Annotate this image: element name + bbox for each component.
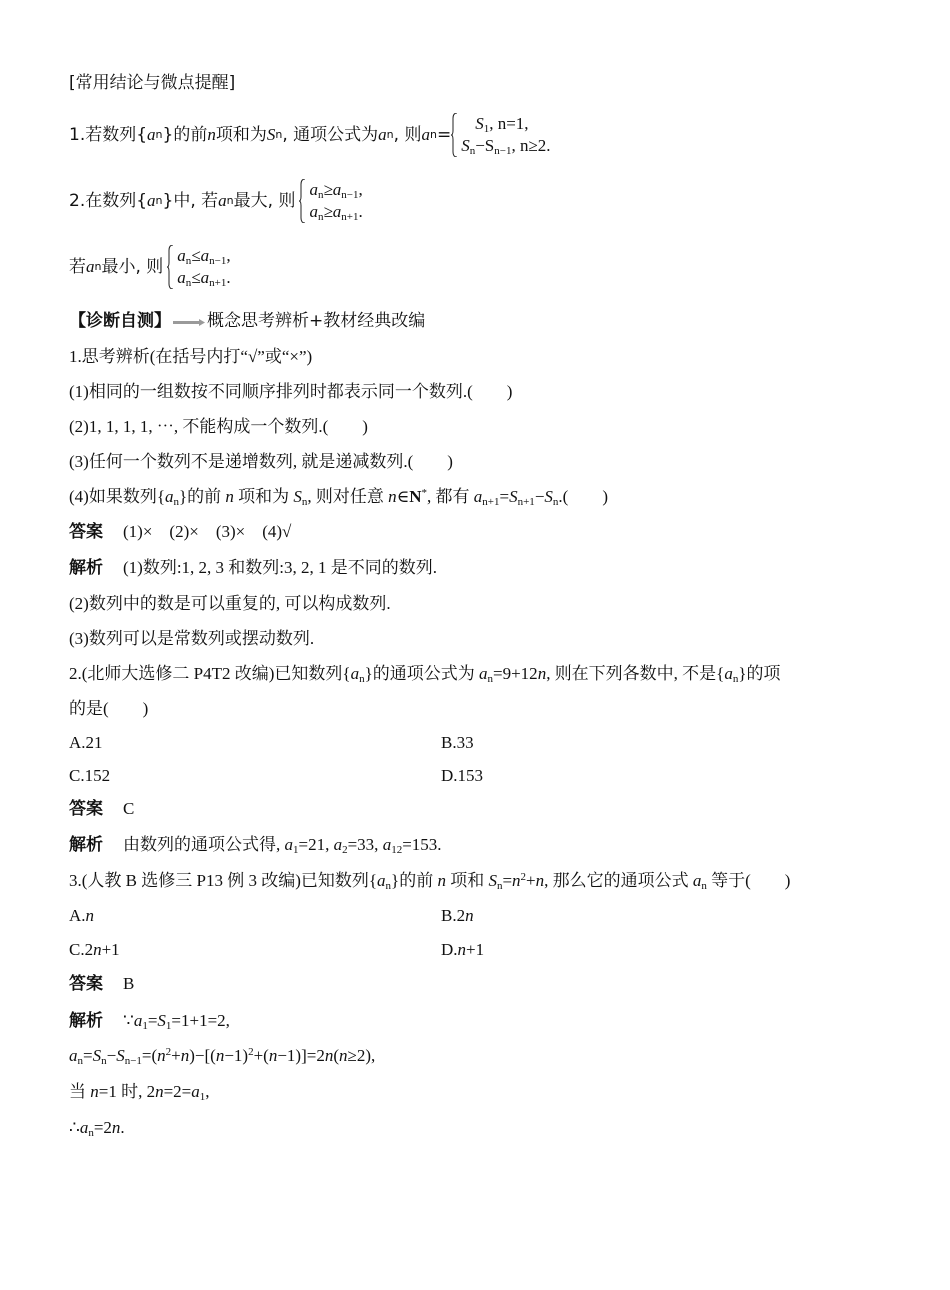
c2-row1-op: ≥a	[323, 180, 342, 199]
q3-s2-j: ≥2),	[347, 1046, 376, 1065]
q2-var-a2: a	[479, 664, 488, 683]
q2-text-e: }的项	[738, 664, 781, 683]
q3-s3-c: =2=	[163, 1082, 192, 1101]
c2-text-1: }中, 若	[162, 191, 219, 211]
analysis-label: 解析	[69, 1011, 103, 1031]
c3-row1-sub2: n−1	[209, 255, 227, 267]
c2-row1-sub: n	[317, 189, 324, 201]
c3-prefix: 若	[69, 257, 86, 277]
q3-s1-a: a	[133, 1011, 143, 1030]
q3-s2-eq: =	[83, 1046, 93, 1065]
c3-row1-a: a	[177, 246, 186, 265]
analysis-label: 解析	[69, 835, 103, 855]
q3-var-a2: a	[692, 871, 702, 890]
q3-analysis-4	[69, 1117, 125, 1139]
q3-s3-a1: a	[191, 1082, 200, 1101]
q2-option-d[interactable]: D.153	[441, 766, 484, 785]
analysis-label: 解析	[69, 558, 103, 578]
q1-s4-text-a: (4)如果数列{	[69, 487, 165, 506]
c3-cases	[167, 245, 230, 289]
q2-an-sub1: 1	[293, 844, 299, 856]
c1-case-2	[461, 135, 550, 157]
q1-s4-text-d: , 则对任意	[307, 487, 389, 506]
q3-optc-n: n	[93, 940, 102, 959]
q1-statement-2: (2)1, 1, 1, 1, ⋯, 不能构成一个数列.( )	[69, 417, 368, 436]
q3-s2-f: −1)	[224, 1046, 249, 1065]
q3-s2-s2: S	[116, 1046, 125, 1065]
q2-answer-value: C	[123, 799, 135, 818]
q1-s4-N: N	[409, 487, 422, 506]
c1-prefix: 1.若数列{	[69, 125, 148, 145]
c1-case2-tail: , n≥2.	[511, 136, 551, 155]
q3-s2-sq2: 2	[248, 1046, 254, 1058]
q3-opta-label: A.	[69, 906, 86, 925]
q3-optd-tail: +1	[466, 940, 485, 959]
q2-line-1	[69, 663, 781, 685]
answer-label: 答案	[69, 522, 103, 542]
q3-s4-n: n	[111, 1118, 121, 1137]
c3-row1-op: ≤a	[191, 246, 210, 265]
c3-text-1: 最小, 则	[101, 257, 164, 277]
q1-s4-sub-n3: n	[552, 496, 559, 508]
q3-optb-n: n	[465, 906, 474, 925]
q2-option-b[interactable]: B.33	[441, 733, 474, 752]
c2-row1-tail: ,	[358, 180, 363, 199]
q3-optd-label: D.	[441, 940, 458, 959]
q2-an-sub12: 12	[391, 844, 403, 856]
c1-cases	[451, 113, 550, 157]
c1-case1-tail: , n=1,	[489, 114, 529, 133]
q3-s3-b: =1 时, 2	[98, 1082, 156, 1101]
left-brace-icon	[299, 179, 306, 223]
q3-var-n3: n	[535, 871, 545, 890]
q2-analysis-c: =33,	[347, 835, 383, 854]
q3-s1-tail: =1+1=2,	[171, 1011, 230, 1030]
q2-an-sub2: 2	[342, 844, 348, 856]
diagnosis-subtitle: 概念思考辨析+教材经典改编	[207, 311, 426, 331]
q2-answer	[69, 798, 134, 820]
q1-s4-var-n2: n	[388, 487, 397, 506]
c2-row2-a: a	[309, 202, 318, 221]
c1-case2-sub2: n−1	[494, 145, 512, 157]
q3-eq: =	[502, 871, 513, 890]
q1-analysis-3: (3)数列可以是常数列或摆动数列.	[69, 629, 315, 648]
q3-text-f: , 那么它的通项公式	[544, 871, 693, 890]
c2-row2-op: ≥a	[323, 202, 342, 221]
c3-row2-tail: .	[226, 268, 231, 287]
q2-analysis-b: =21,	[298, 835, 334, 854]
c1-case2-minus: −S	[475, 136, 495, 155]
q2-text-d: , 则在下列各数中, 不是{	[546, 664, 725, 683]
q2-an-a1: a	[284, 835, 293, 854]
q3-s2-n5: n	[324, 1046, 334, 1065]
q3-s2-h: −1)]=2	[277, 1046, 325, 1065]
c2-row2-sub: n	[317, 211, 324, 223]
conclusion-2: 2.在数列{ a n }中, 若 a n 最大, 则 $a_n\ge a_{n-1}$, $a_n\ge a_{n+1}$.	[69, 180, 363, 223]
q1-analysis-2: (2)数列中的数是可以重复的, 可以构成数列.	[69, 594, 391, 613]
c1-var-s: S	[266, 125, 276, 144]
c2-case-1	[309, 179, 362, 201]
q1-answer	[69, 521, 291, 543]
c1-case1-sub: 1	[483, 123, 490, 135]
c1-var-n: n	[207, 125, 216, 144]
c2-prefix: 2.在数列{	[69, 191, 148, 211]
c1-text-1: }的前	[162, 125, 208, 145]
q3-analysis-1	[69, 1010, 230, 1032]
q3-text-a: 3.(人教 B 选修三 P13 例 3 改编)已知数列{	[69, 871, 378, 890]
q2-text-b: }的通项公式为	[364, 664, 479, 683]
q1-s4-text-b: }的前	[178, 487, 226, 506]
c3-case-1	[177, 245, 230, 267]
q3-line-1	[69, 870, 790, 892]
q2-text-c: =9+12	[493, 664, 538, 683]
q2-an-a12: a	[382, 835, 392, 854]
q3-optd-n: n	[457, 940, 467, 959]
answer-label: 答案	[69, 799, 103, 819]
q3-s1-sub1: 1	[142, 1020, 148, 1032]
q3-s2-n3: n	[215, 1046, 225, 1065]
q2-sub-n2: n	[487, 673, 493, 685]
diagnosis-header	[69, 310, 425, 332]
q1-s4-var-s2: S	[509, 487, 518, 506]
q3-s1-s: S	[157, 1011, 166, 1030]
q3-s4-sub-n: n	[88, 1127, 94, 1139]
q3-s2-sub-nm1: n−1	[124, 1055, 142, 1067]
q1-s4-minus: −	[534, 487, 545, 506]
q1-s4-sub-n: n	[173, 496, 179, 508]
q3-opta-n: n	[85, 906, 95, 925]
c1-var-a-3: a	[421, 125, 430, 144]
q3-answer-value: B	[123, 974, 135, 993]
q1-title: 1.思考辨析(在括号内打“√”或“×”)	[69, 347, 313, 366]
q2-sub-n: n	[359, 673, 365, 685]
q3-optb-label: B.2	[441, 906, 466, 925]
q2-analysis	[69, 834, 442, 856]
q3-s2-sub-n2: n	[101, 1055, 107, 1067]
q3-s2-g: +(	[253, 1046, 269, 1065]
q3-s3-sub1: 1	[199, 1091, 206, 1103]
c1-text-4: , 则	[393, 125, 422, 145]
section-title: [常用结论与微点提醒]	[69, 73, 236, 93]
q3-s2-n1: n	[157, 1046, 166, 1065]
q3-s1-eq: =	[147, 1011, 158, 1030]
q3-s3-n2: n	[155, 1082, 164, 1101]
q1-s4-var-s3: S	[544, 487, 553, 506]
q3-s2-d: +	[171, 1046, 181, 1065]
q3-analysis-3	[69, 1081, 210, 1103]
q3-text-g: 等于( )	[706, 871, 791, 890]
q3-s4-a: a	[79, 1118, 89, 1137]
c1-text-2: 项和为	[215, 125, 267, 145]
c3-case-2	[177, 267, 230, 289]
q3-option-c[interactable]	[69, 939, 120, 961]
c2-row2-tail: .	[358, 202, 363, 221]
q3-var-n2: n	[512, 871, 521, 890]
q2-an-a2: a	[333, 835, 343, 854]
q3-s2-s: S	[92, 1046, 102, 1065]
q1-s4-eq: =	[499, 487, 510, 506]
c2-row1-a: a	[309, 180, 318, 199]
q3-sub-n2: n	[496, 880, 503, 892]
q3-sub-n3: n	[701, 880, 707, 892]
c2-row1-sub2: n−1	[341, 189, 359, 201]
q1-s4-in: ∈	[396, 487, 410, 506]
c3-var-a: a	[86, 257, 95, 276]
c2-case-2	[309, 201, 362, 223]
answer-label: 答案	[69, 974, 103, 994]
q3-text-b: }的前	[391, 871, 438, 890]
q3-s2-i: (	[333, 1046, 339, 1065]
q1-s4-var-n: n	[225, 487, 234, 506]
q3-s1-sub1b: 1	[165, 1020, 172, 1032]
c2-var-a: a	[147, 191, 156, 210]
q3-var-n: n	[437, 871, 446, 890]
c3-row1-tail: ,	[226, 246, 231, 265]
c1-case2-sub: n	[469, 145, 476, 157]
q3-s2-sq1: 2	[165, 1046, 172, 1058]
q3-var-a: a	[377, 871, 386, 890]
q3-analysis-2	[69, 1045, 375, 1067]
q3-plus: +	[526, 871, 536, 890]
q1-s4-text-f: , 都有	[427, 487, 474, 506]
c1-case2-s: S	[461, 136, 470, 155]
q3-sub-n: n	[385, 880, 392, 892]
q1-s4-var-a: a	[164, 487, 174, 506]
q2-line-2: 的是( )	[69, 699, 149, 718]
conclusion-1: 1.若数列{ a n }的前 n 项和为 S n , 通项公式为 a n , 则 a n = $S_1$, n=1, $S_n-S_{n-1}$, n≥2.	[69, 114, 551, 157]
q1-s4-sub-n1: n+1	[482, 496, 500, 508]
q2-var-n: n	[537, 664, 547, 683]
q3-s2-a: a	[69, 1046, 78, 1065]
q2-analysis-a: 由数列的通项公式得,	[123, 835, 285, 854]
because-symbol: ∵	[123, 1011, 134, 1030]
q2-var-a3: a	[724, 664, 733, 683]
q1-s4-var-a2: a	[473, 487, 483, 506]
q3-s4-c: .	[120, 1118, 125, 1137]
q3-s4-b: =2	[93, 1118, 112, 1137]
c1-var-a-2: a	[378, 125, 387, 144]
q3-s2-e: )−[(	[189, 1046, 216, 1065]
q3-s2-n2: n	[180, 1046, 190, 1065]
c3-row1-sub: n	[185, 255, 192, 267]
c2-cases	[299, 179, 362, 223]
diagnosis-title: 【诊断自测】	[69, 311, 171, 331]
q3-s3-a: 当	[69, 1082, 91, 1101]
c3-row2-sub: n	[185, 277, 192, 289]
c3-row2-a: a	[177, 268, 186, 287]
q1-statement-1: (1)相同的一组数按不同顺序排列时都表示同一个数列.( )	[69, 382, 513, 401]
conclusion-3: 若 a n 最小, 则 $a_n\le a_{n-1}$, $a_n\le a_{n+1}$.	[69, 246, 231, 289]
q1-s4-text-c: 项和为	[233, 487, 294, 506]
q1-answer-value: (1)× (2)× (3)× (4)√	[123, 522, 292, 541]
q2-analysis-d: =153.	[402, 835, 442, 854]
q3-optc-label: C.2	[69, 940, 94, 959]
c1-case1-s: S	[475, 114, 484, 133]
q1-s4-star: *	[421, 487, 428, 499]
c1-case-1	[461, 113, 550, 135]
q3-s3-n: n	[90, 1082, 99, 1101]
q3-option-d[interactable]	[441, 939, 484, 961]
c1-eq: =	[436, 125, 452, 145]
q3-s2-n6: n	[339, 1046, 348, 1065]
q1-analysis-1-text: (1)数列:1, 2, 3 和数列:3, 2, 1 是不同的数列.	[123, 558, 438, 577]
c1-text-3: , 通项公式为	[282, 125, 379, 145]
q1-s4-var-s: S	[293, 487, 302, 506]
q3-option-b[interactable]	[441, 905, 474, 927]
q1-s4-sub-n2: n	[301, 496, 308, 508]
q3-sq: 2	[520, 871, 527, 883]
c1-var-a: a	[147, 125, 156, 144]
q3-s2-n4: n	[268, 1046, 278, 1065]
c3-row2-op: ≤a	[191, 268, 210, 287]
q3-option-a[interactable]	[69, 905, 94, 927]
q1-statement-3: (3)任何一个数列不是递增数列, 就是递减数列.( )	[69, 452, 453, 471]
q3-s2-c: =(	[141, 1046, 158, 1065]
c2-text-2: 最大, 则	[233, 191, 296, 211]
arrow-right-icon	[173, 319, 205, 326]
c3-row2-sub2: n+1	[209, 277, 227, 289]
q1-s4-sub-n1b: n+1	[517, 496, 535, 508]
q3-text-c: 项和	[445, 871, 489, 890]
left-brace-icon	[451, 113, 458, 157]
q2-sub-n3: n	[732, 673, 739, 685]
q1-s4-text-i: .( )	[558, 487, 608, 506]
q3-s2-sub-n: n	[77, 1055, 83, 1067]
q2-text-a: 2.(北师大选修二 P4T2 改编)已知数列{	[69, 664, 351, 683]
left-brace-icon	[167, 245, 174, 289]
q2-option-a[interactable]: A.21	[69, 733, 103, 752]
therefore-symbol: ∴	[69, 1118, 80, 1137]
q3-s3-d: ,	[205, 1082, 210, 1101]
q2-var-a: a	[350, 664, 360, 683]
q3-optc-tail: +1	[101, 940, 120, 959]
c2-row2-sub2: n+1	[341, 211, 359, 223]
q1-analysis-1	[69, 557, 437, 579]
q3-s2-minus: −	[106, 1046, 117, 1065]
q1-statement-4	[69, 486, 608, 508]
q3-answer	[69, 973, 134, 995]
c2-var-a-2: a	[218, 191, 227, 210]
q2-option-c[interactable]: C.152	[69, 766, 111, 785]
q3-var-s: S	[488, 871, 497, 890]
